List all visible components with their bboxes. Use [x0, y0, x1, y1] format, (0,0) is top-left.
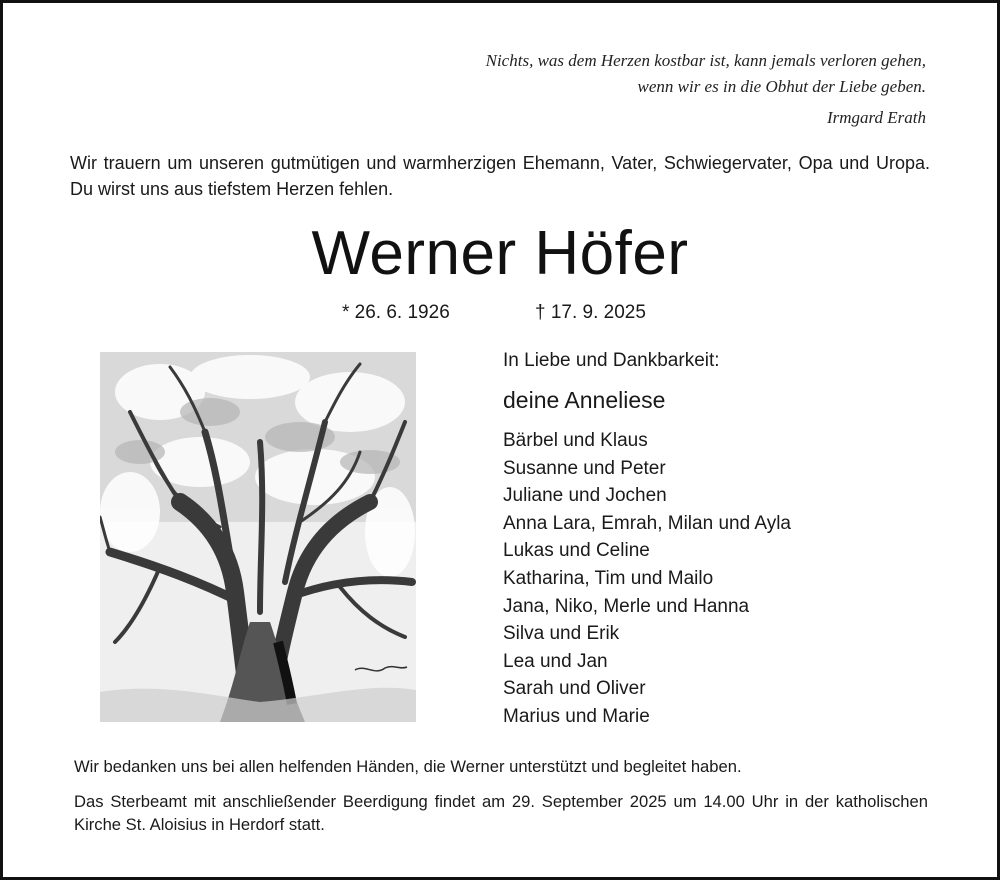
family-member: Marius und Marie: [503, 705, 650, 727]
family-member: Susanne und Peter: [503, 457, 666, 479]
intro-text: Wir trauern um unseren gutmütigen und warmherzigen Ehemann, Vater, Schwiegervater, Opa und Uropa. Du wirst uns aus tiefstem Herzen fehlen.: [70, 153, 930, 199]
quote-author: Irmgard Erath: [826, 108, 926, 127]
mourners: [503, 347, 933, 731]
widow-name: deine Anneliese: [503, 387, 666, 413]
family-member: Lukas und Celine: [503, 540, 650, 562]
quote-line-1: Nichts, was dem Herzen kostbar ist, kann jemals verloren gehen,: [485, 51, 926, 70]
quote-line-2: wenn wir es in die Obhut der Liebe geben.: [637, 77, 926, 96]
family-member: Silva und Erik: [503, 623, 620, 645]
thanks-text: Wir bedanken uns bei allen helfenden Händen, die Werner unterstützt und begleitet haben.: [74, 757, 742, 776]
family-member: Sarah und Oliver: [503, 678, 646, 700]
mourners-lead: In Liebe und Dankbarkeit:: [503, 350, 720, 371]
birth-date: * 26. 6. 1926: [342, 302, 450, 323]
family-member: Katharina, Tim und Mailo: [503, 567, 714, 589]
family-member: Jana, Niko, Merle und Hanna: [503, 595, 750, 617]
family-list: [503, 427, 933, 731]
family-member: Juliane und Jochen: [503, 485, 667, 507]
deceased-name: Werner Höfer: [311, 219, 689, 288]
death-date: † 17. 9. 2025: [535, 302, 646, 323]
family-member: Anna Lara, Emrah, Milan und Ayla: [503, 512, 791, 534]
family-member: Bärbel und Klaus: [503, 430, 648, 451]
tree-painting: [100, 352, 416, 722]
family-member: Lea und Jan: [503, 650, 608, 672]
service-info: Das Sterbeamt mit anschließender Beerdigung findet am 29. September 2025 um 14.00 Uhr in der katholischen Kirche St. Aloisius in Herdorf statt.: [74, 792, 928, 834]
life-dates: [0, 302, 1000, 328]
quote: [326, 48, 926, 131]
